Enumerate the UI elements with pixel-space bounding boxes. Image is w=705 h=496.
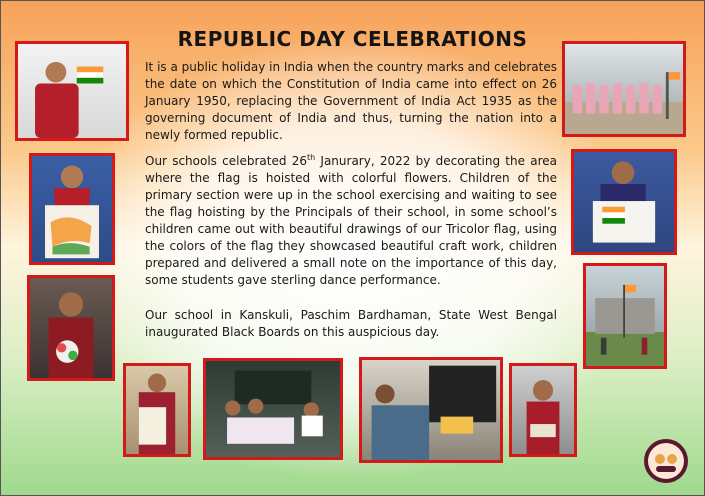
celebration-lead: Our schools celebrated 26 <box>145 154 307 168</box>
celebration-text: Janurary, 2022 by decorating the area where the flag is hoisted with colorful flowers. Children of the primary section were up in the school exercising and waiting to see the flag hoisting by the Principals of their school, in some school’s children came out with beautiful drawings of our Tricolor flag, using the colors of the flag they showcased beautiful craft work, children prepared and delivered a small note on the importance of this day, some students gave sterling dance performance. <box>145 154 557 287</box>
intro-text: It is a public holiday in India when the country marks and celebrates the date on which the Constitution of India came into effect on 26 January 1950, replacing the Government of India Act 1935 as the governing document of India and thus, turning the nation into a newly formed republic. <box>145 60 557 142</box>
boy-drawing-icon <box>32 156 112 262</box>
boy-saluting-icon <box>18 44 126 138</box>
photo-girl-with-flag-drawing <box>571 149 677 255</box>
photo-students-with-banner <box>203 358 343 460</box>
photo-girls-group-with-flag <box>562 41 686 137</box>
intro-paragraph <box>145 59 557 144</box>
boy-craft-icon <box>30 278 112 378</box>
photo-girl-with-drawing <box>123 363 191 457</box>
blackboard-text: Our school in Kanskuli, Paschim Bardhaman, State West Bengal inaugurated Black Boards on this auspicious day. <box>145 308 557 339</box>
photo-boy-with-craft <box>27 275 115 381</box>
poster-title: REPUBLIC DAY CELEBRATIONS <box>177 27 528 51</box>
blackboard-paragraph <box>145 307 557 341</box>
girl-drawing-icon <box>126 366 188 454</box>
organization-logo-icon <box>643 438 689 484</box>
girl-craft-icon <box>512 366 574 454</box>
photo-boy-saluting-flag <box>15 41 129 141</box>
photo-girl-with-craft <box>509 363 577 457</box>
ordinal-suffix: th <box>306 153 316 162</box>
celebration-paragraph <box>145 149 557 289</box>
photo-boy-with-drawing <box>29 153 115 265</box>
girls-group-icon <box>565 44 683 134</box>
photo-blackboard-painting <box>359 357 503 463</box>
blackboard-painting-icon <box>362 360 500 460</box>
photo-flag-hoisting-outdoor <box>583 263 667 369</box>
students-banner-icon <box>206 361 340 457</box>
girl-flag-drawing-icon <box>574 152 674 252</box>
flag-hoisting-icon <box>586 266 664 366</box>
